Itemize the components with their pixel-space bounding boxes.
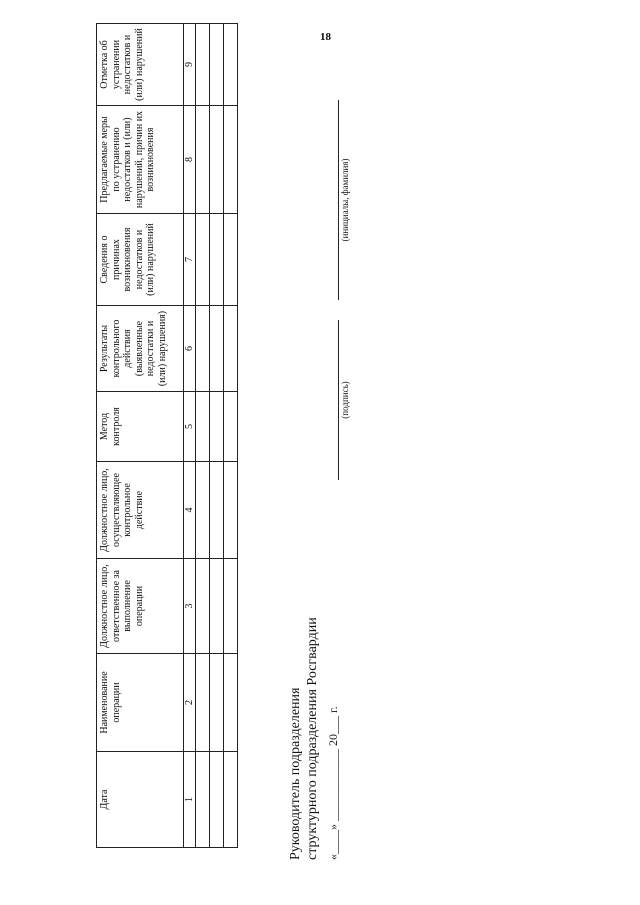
table-row [196,24,210,848]
column-number: 8 [184,106,196,214]
column-number: 2 [184,654,196,752]
header-elimination-mark: Отметка об устранении недостатков и (или) нарушений [97,24,184,106]
column-number: 4 [184,462,196,559]
column-number: 6 [184,306,196,392]
table-header-row [97,24,184,848]
column-number: 3 [184,559,196,654]
signatory-title-line2: структурного подразделения Росгвардии [305,617,320,860]
date-line: «____» ____________ 20___ г. [326,706,340,860]
header-controlling-official: Должностное лицо, осуществляющее контрольное действие [97,462,184,559]
header-date: Дата [97,752,184,848]
name-caption: (инициалы, фамилия) [340,158,350,242]
header-responsible-official: Должностное лицо, ответственное за выполнение операции [97,559,184,654]
header-control-method: Метод контроля [97,392,184,462]
signature-caption: (подпись) [340,381,350,419]
column-number: 1 [184,752,196,848]
column-number: 7 [184,214,196,306]
header-operation: Наименование операции [97,654,184,752]
control-journal-table [96,23,238,848]
column-numbers-row [184,24,196,848]
table-row [224,24,238,848]
table-row [210,24,224,848]
page-number: 18 [320,31,331,43]
signatory-title-line1: Руководитель подразделения [288,687,303,860]
header-proposed-measures: Предлагаемые меры по устранению недостатков и (или) нарушений, причин их возникновения [97,106,184,214]
signature-line [338,320,339,480]
column-number: 9 [184,24,196,106]
signature-block [288,60,428,860]
header-causes: Сведения о причинах возникновения недостатков и (или) нарушений [97,214,184,306]
column-number: 5 [184,392,196,462]
name-line [338,100,339,300]
header-control-results: Результаты контрольного действия (выявленные недостатки и (или) нарушения) [97,306,184,392]
